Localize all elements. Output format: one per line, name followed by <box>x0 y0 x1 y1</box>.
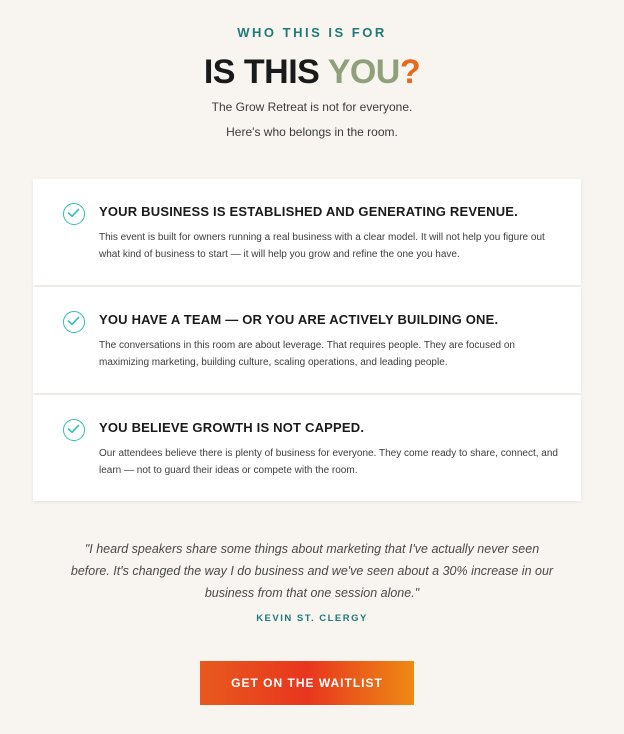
card-title: YOUR BUSINESS IS ESTABLISHED AND GENERATING REVENUE. <box>99 204 518 219</box>
testimonial-quote: "I heard speakers share some things about marketing that I've actually never seen before. It's changed the way I do business and we've seen about a 30% increase in our business from that one session alone." <box>70 542 554 600</box>
page-headline <box>0 52 624 92</box>
headline-question-mark: ? <box>399 53 421 91</box>
check-circle-icon <box>63 311 85 333</box>
eyebrow-label: WHO THIS IS FOR <box>237 25 387 40</box>
subtitle-line-1: The Grow Retreat is not for everyone. <box>211 100 413 114</box>
criteria-card <box>33 287 581 393</box>
check-circle-icon <box>63 419 85 441</box>
card-title: YOU HAVE A TEAM — OR YOU ARE ACTIVELY BUILDING ONE. <box>99 312 499 327</box>
waitlist-button[interactable]: GET ON THE WAITLIST <box>200 661 414 705</box>
testimonial-author: KEVIN ST. CLERGY <box>256 613 368 624</box>
check-circle-icon <box>63 203 85 225</box>
headline-accent: YOU <box>327 53 400 91</box>
criteria-card <box>33 395 581 501</box>
headline-main: IS THIS <box>203 53 328 91</box>
card-title: YOU BELIEVE GROWTH IS NOT CAPPED. <box>99 420 365 435</box>
card-body: This event is built for owners running a real business with a clear model. It will not help you figure out what kind of business to start — it will help you grow and refine the one you have. <box>99 232 545 260</box>
subtitle-line-2: Here's who belongs in the room. <box>226 125 398 139</box>
card-body: Our attendees believe there is plenty of business for everyone. They come ready to share, connect, and learn — not to guard their ideas or compete with the room. <box>99 448 558 476</box>
criteria-card <box>33 179 581 285</box>
card-body: The conversations in this room are about leverage. That requires people. They are focused on maximizing marketing, building culture, scaling operations, and leading people. <box>99 340 515 368</box>
